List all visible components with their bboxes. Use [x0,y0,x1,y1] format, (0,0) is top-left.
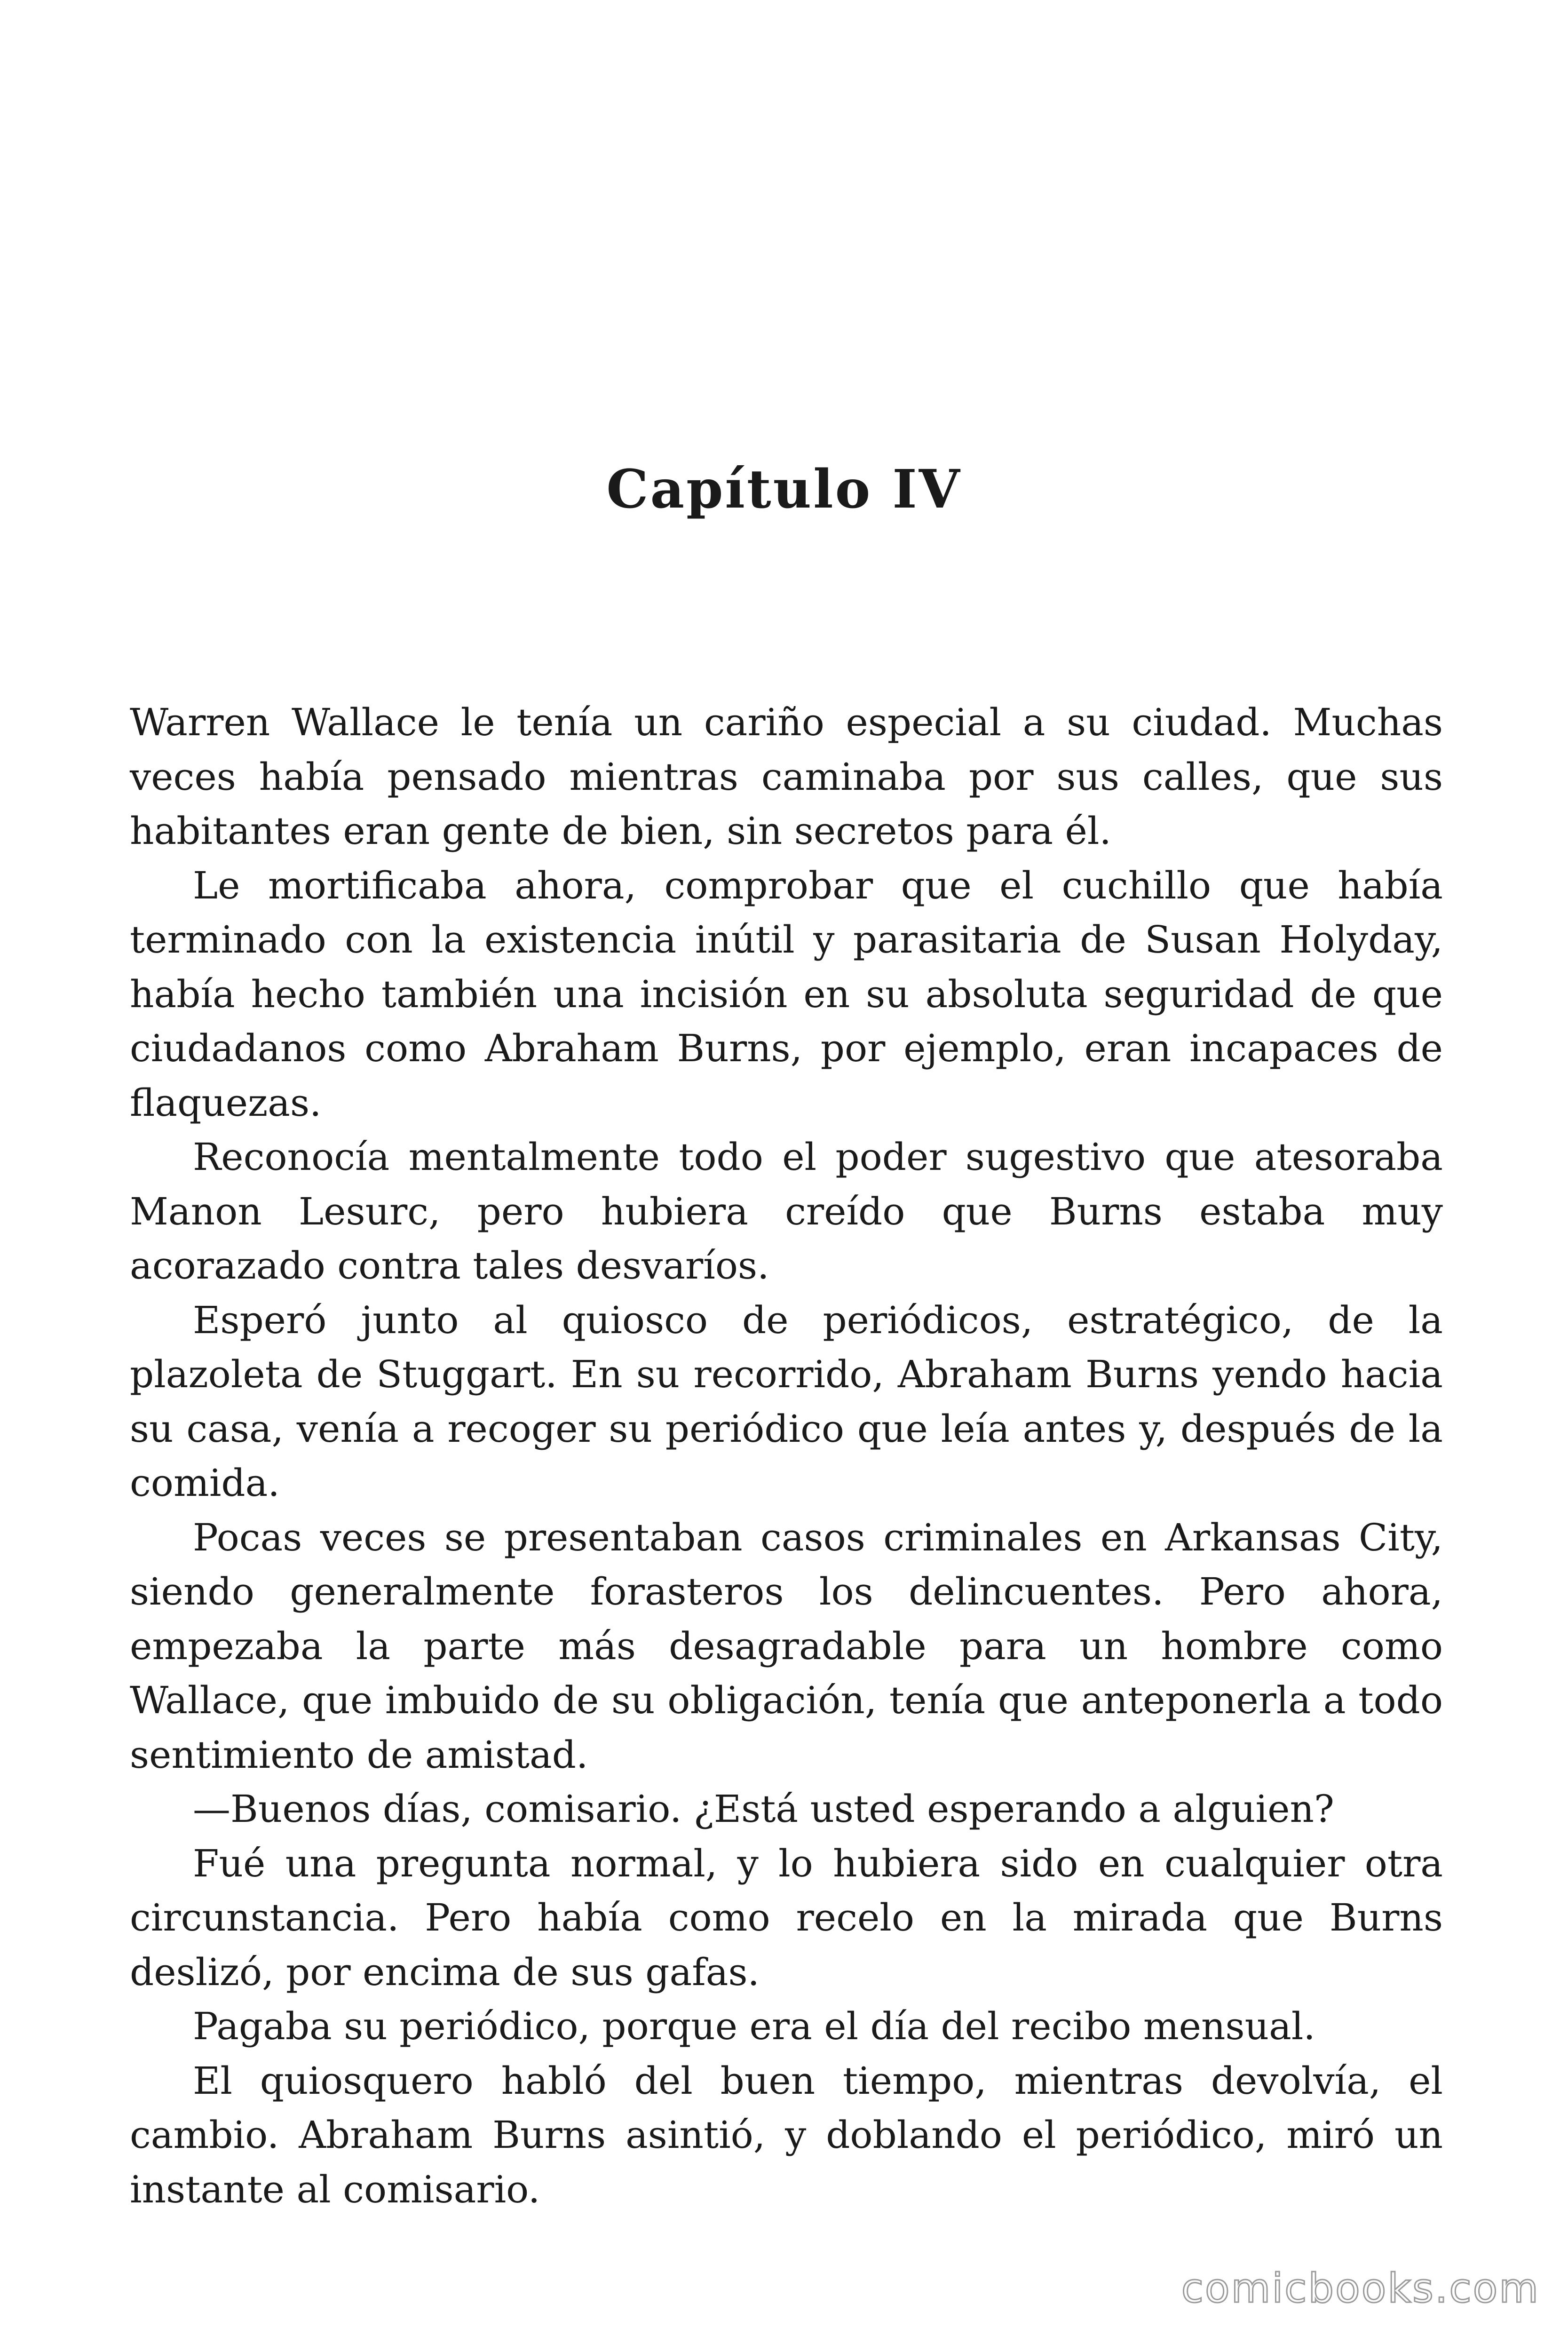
paragraph: Pocas veces se presentaban casos criminales en Arkansas City, siendo generalmente forasteros los delincuentes. Pero ahora, empezaba la parte más desagradable para un hombre como Wallace, que imbuido de su obligación, tenía que anteponerla a todo sentimiento de amistad. [130,1515,1443,1777]
paragraph: Warren Wallace le tenía un cariño especial a su ciudad. Muchas veces había pensado mientras caminaba por sus calles, que sus habitantes eran gente de bien, sin secretos para él. [130,700,1443,853]
paragraph: Reconocía mentalmente todo el poder sugestivo que atesoraba Manon Lesurc, pero hubiera creído que Burns estaba muy acorazado contra tales desvaríos. [130,1135,1443,1287]
chapter-title: Capítulo IV [606,459,962,520]
paragraph: Esperó junto al quiosco de periódicos, estratégico, de la plazoleta de Stuggart. En su recorrido, Abraham Burns yendo hacia su casa, venía a recoger su periódico que leía antes y, después de la comida. [130,1298,1443,1505]
chapter-body [130,695,1443,2217]
paragraph: El quiosquero habló del buen tiempo, mientras devolvía, el cambio. Abraham Burns asintió, y doblando el periódico, miró un instante al comisario. [130,2058,1443,2211]
watermark: comicbooks.com [1181,2265,1540,2312]
paragraph: Pagaba su periódico, porque era el día del recibo mensual. [193,2004,1315,2048]
paragraph: Fué una pregunta normal, y lo hubiera sido en cualquier otra circunstancia. Pero había como recelo en la mirada que Burns deslizó, por encima de sus gafas. [130,1841,1443,1994]
dialogue-paragraph: —Buenos días, comisario. ¿Está usted esperando a alguien? [193,1787,1334,1831]
paragraph: Le mortificaba ahora, comprobar que el cuchillo que había terminado con la existencia inútil y parasitaria de Susan Holyday, había hecho también una incisión en su absoluta seguridad de que ciudadanos como Abraham Burns, por ejemplo, eran incapaces de flaquezas. [130,863,1443,1125]
